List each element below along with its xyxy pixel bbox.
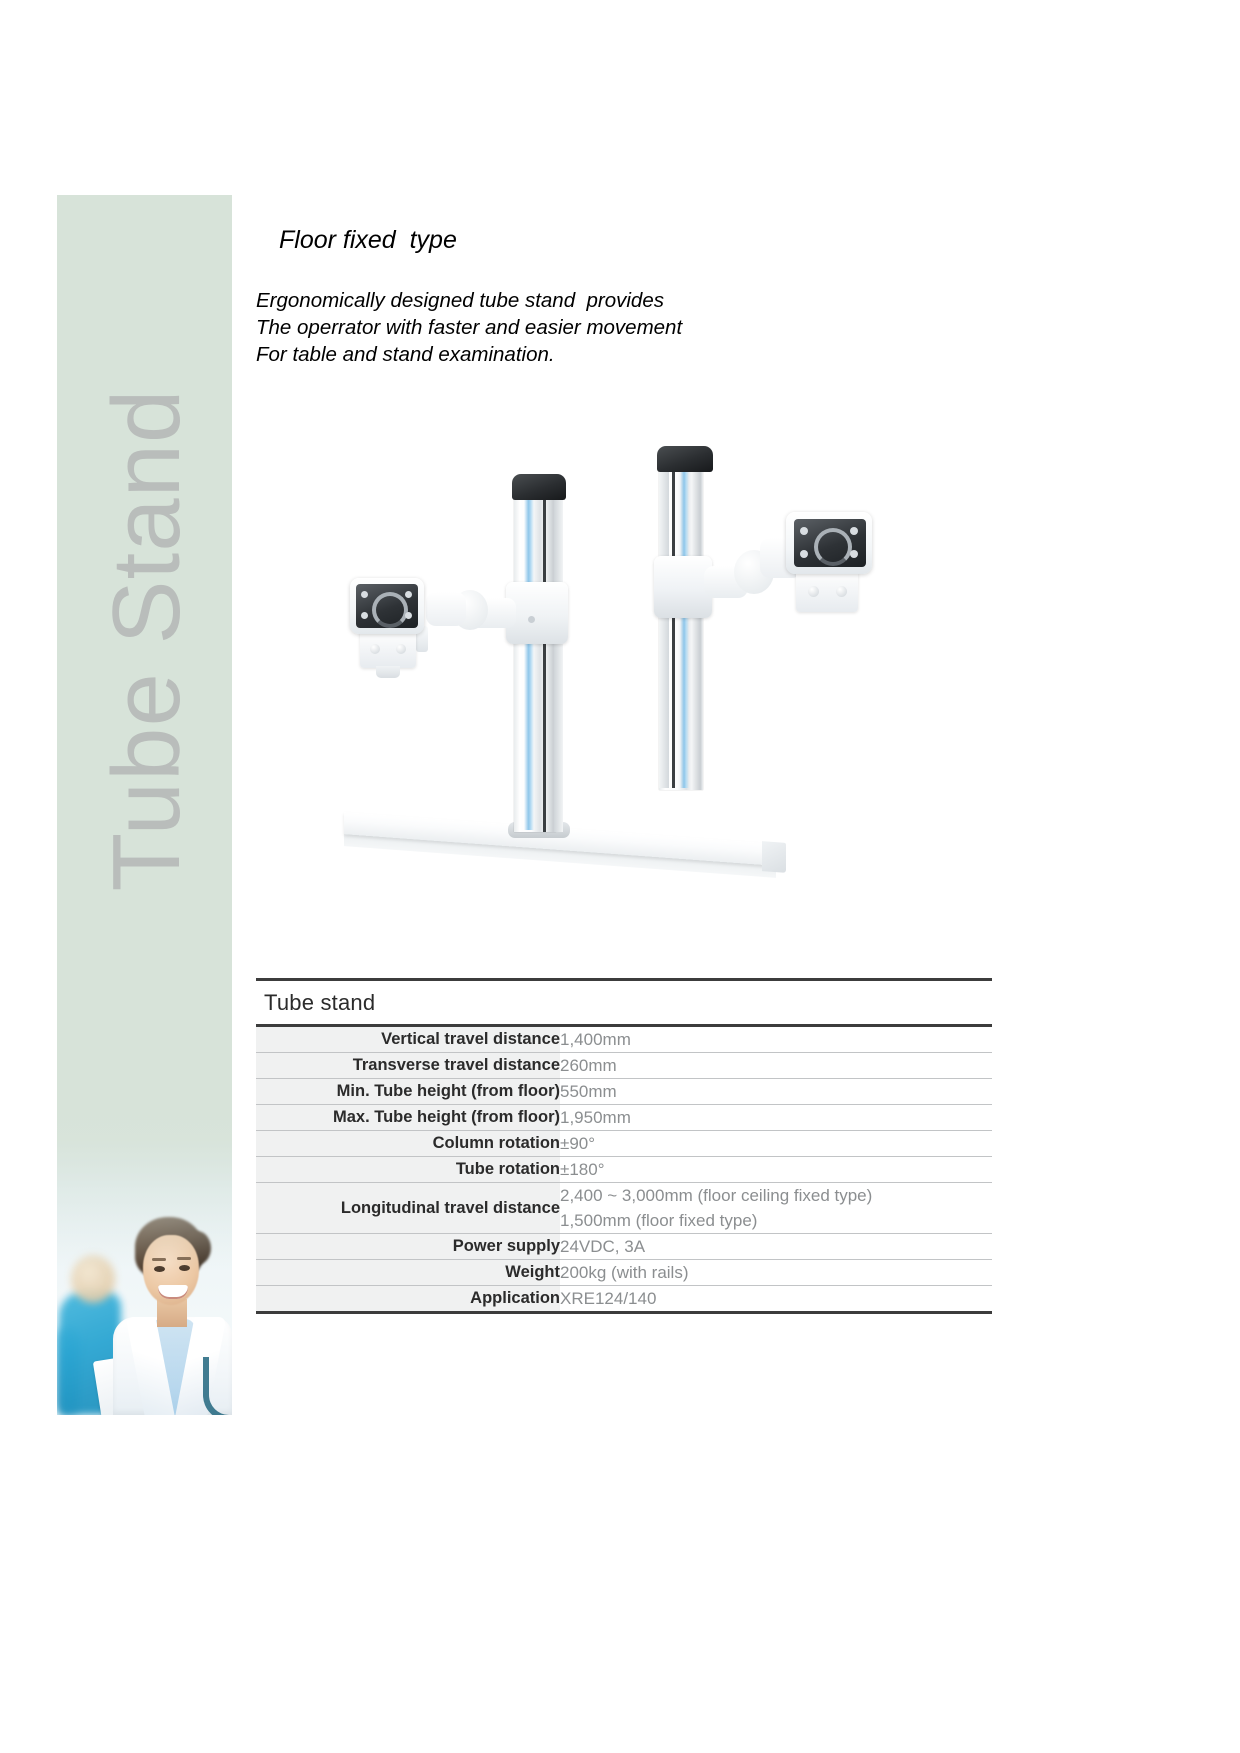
left-column-top-cap (512, 474, 566, 500)
specification-table-body (256, 1027, 992, 1313)
spec-key: Vertical travel distance (256, 1027, 560, 1053)
spec-key: Min. Tube height (from floor) (256, 1079, 560, 1105)
spec-value-line: 260mm (560, 1056, 617, 1075)
left-collimator-led-2 (361, 612, 368, 619)
left-arm-segment-2 (426, 592, 466, 626)
table-row (256, 1131, 992, 1157)
left-column-edge (554, 494, 563, 832)
spec-value (560, 1157, 992, 1183)
floor-rail-end-cap (762, 841, 786, 873)
spec-value-line: ±90° (560, 1134, 596, 1153)
spec-value (560, 1234, 992, 1260)
spec-key: Longitudinal travel distance (256, 1183, 560, 1234)
description-line-3: For table and stand examination. (256, 343, 555, 366)
right-collimator-led-2 (800, 550, 808, 558)
spec-key: Max. Tube height (from floor) (256, 1105, 560, 1131)
spec-key: Application (256, 1286, 560, 1313)
right-column-top-cap (657, 446, 713, 472)
spec-value-line: 1,950mm (560, 1108, 631, 1127)
table-row (256, 1105, 992, 1131)
side-banner (57, 195, 232, 1415)
right-column-stripe (680, 470, 689, 788)
left-collimator-led-4 (405, 612, 412, 619)
spec-key: Tube rotation (256, 1157, 560, 1183)
spec-value-line: 1,500mm (floor fixed type) (560, 1211, 758, 1230)
spec-value (560, 1183, 992, 1234)
spec-value-line: 2,400 ~ 3,000mm (floor ceiling fixed type) (560, 1186, 873, 1205)
table-row (256, 1260, 992, 1286)
left-tube-head-plate (360, 630, 416, 668)
left-column-stripe (524, 498, 534, 830)
left-tube-head-bolt-1 (370, 644, 380, 654)
right-column-edge (659, 466, 669, 788)
right-tube-head-plate (796, 570, 858, 612)
spec-title-bar (256, 978, 992, 1027)
spec-value-line: XRE124/140 (560, 1289, 657, 1308)
description-line-1: Ergonomically designed tube stand provides (256, 289, 664, 312)
right-collimator-ring (814, 528, 852, 566)
right-tube-head-bolt-2 (836, 586, 847, 597)
spec-key: Weight (256, 1260, 560, 1286)
side-banner-title: Tube Stand (93, 388, 200, 892)
product-image (330, 430, 800, 880)
left-collimator-ring (372, 592, 408, 628)
photo-stethoscope (203, 1357, 232, 1415)
description-paragraph (256, 287, 682, 368)
clinical-staff-photo (57, 1095, 232, 1415)
right-column-track (672, 468, 675, 788)
photo-top-fade (57, 1095, 232, 1270)
spec-key: Power supply (256, 1234, 560, 1260)
right-tube-head-bolt-1 (808, 586, 819, 597)
spec-value (560, 1260, 992, 1286)
left-collimator-led-1 (361, 591, 368, 598)
spec-value (560, 1286, 992, 1313)
left-carriage-screw (528, 616, 535, 623)
specification-section (256, 978, 992, 1314)
left-tube-head-stem (376, 666, 400, 678)
table-row (256, 1027, 992, 1053)
right-collimator-led-4 (850, 550, 858, 558)
spec-value (560, 1027, 992, 1053)
description-line-2: The operrator with faster and easier movement (256, 316, 683, 339)
right-collimator-led-1 (800, 527, 808, 535)
table-row (256, 1234, 992, 1260)
table-row (256, 1157, 992, 1183)
table-row (256, 1079, 992, 1105)
right-collimator-led-3 (850, 527, 858, 535)
spec-value-line: 1,400mm (560, 1030, 631, 1049)
spec-key: Transverse travel distance (256, 1053, 560, 1079)
spec-value (560, 1079, 992, 1105)
table-row (256, 1183, 992, 1234)
left-tube-head-bolt-2 (396, 644, 406, 654)
left-column-track (543, 496, 546, 832)
left-collimator-led-3 (405, 591, 412, 598)
page-title: Floor fixed type (279, 226, 457, 254)
table-row (256, 1286, 992, 1313)
specification-table (256, 1027, 992, 1314)
spec-value-line: ±180° (560, 1160, 605, 1179)
spec-value-line: 550mm (560, 1082, 617, 1101)
spec-value (560, 1053, 992, 1079)
spec-key: Column rotation (256, 1131, 560, 1157)
table-row (256, 1053, 992, 1079)
spec-value (560, 1131, 992, 1157)
spec-value (560, 1105, 992, 1131)
left-column (514, 492, 556, 832)
spec-value-line: 24VDC, 3A (560, 1237, 646, 1256)
spec-table-title: Tube stand (256, 981, 992, 1027)
spec-value-line: 200kg (with rails) (560, 1263, 689, 1282)
